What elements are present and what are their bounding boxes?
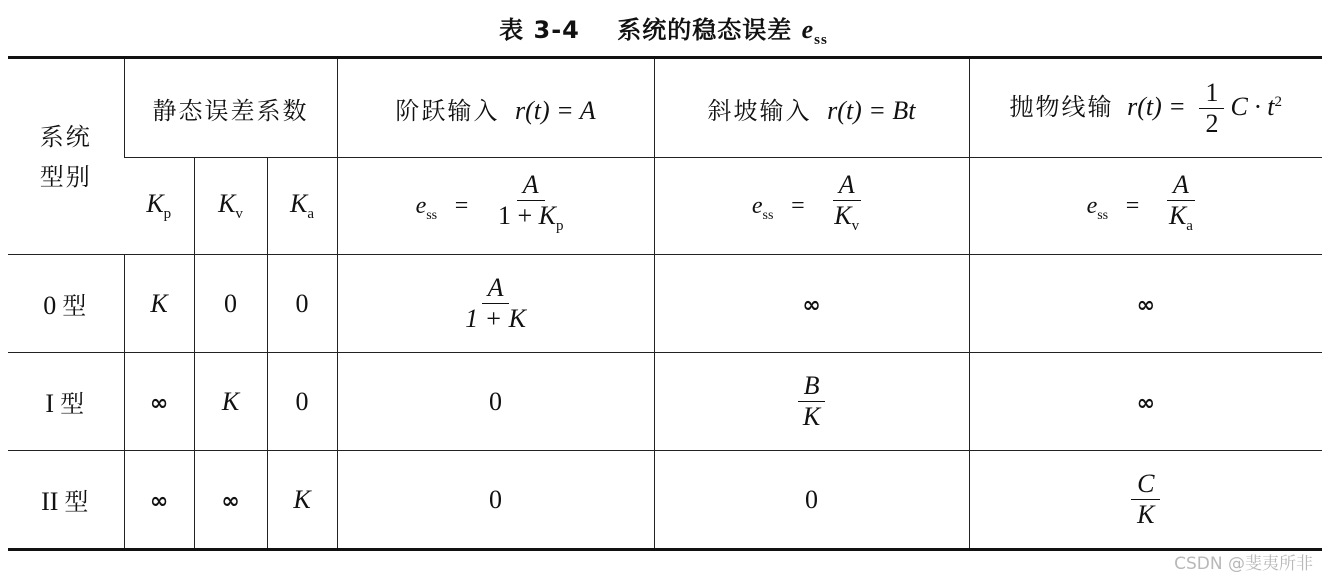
step-error-cell: 0 <box>337 353 654 451</box>
system-type-header-label: 系统型别 <box>39 122 92 191</box>
ramp-error-cell: 0 <box>654 451 969 550</box>
step-error-cell: 0 <box>337 451 654 550</box>
parabolic-error-cell: ∞ <box>969 353 1322 451</box>
table-caption <box>0 10 1327 49</box>
parabolic-error-cell: ∞ <box>969 255 1322 353</box>
system-type-cell: I 型 <box>8 353 124 451</box>
system-type-header <box>8 58 124 255</box>
ka-cell: 0 <box>267 255 337 353</box>
step-error-cell: $\frac{A}{1 + K}$ <box>337 255 654 353</box>
ramp-error-cell: $\frac{B}{K}$ <box>654 353 969 451</box>
table-number: 表 3-4 <box>499 16 580 44</box>
parabolic-input-header: 抛物线输 r(t) = $\frac{1}{2}$ $C \cdot t^2$ <box>969 58 1322 158</box>
kp-cell: ∞ <box>124 451 194 550</box>
kp-cell: K <box>124 255 194 353</box>
table-row <box>8 255 1322 353</box>
ramp-formula: $e_{ss}$ = $\frac{A}{K_v}$ <box>654 158 969 255</box>
kp-cell: ∞ <box>124 353 194 451</box>
static-error-coefficients-header: 静态误差系数 <box>124 58 337 158</box>
header-row-1 <box>8 58 1322 158</box>
system-type-cell: 0 型 <box>8 255 124 353</box>
steady-state-error-table <box>8 56 1322 551</box>
coef-ka-header: $K_a$ <box>267 158 337 255</box>
system-type-cell: II 型 <box>8 451 124 550</box>
header-row-2 <box>8 158 1322 255</box>
table-row <box>8 451 1322 550</box>
coef-kp-header: $K_p$ <box>124 158 194 255</box>
ka-cell: 0 <box>267 353 337 451</box>
ka-cell: K <box>267 451 337 550</box>
ramp-error-cell: ∞ <box>654 255 969 353</box>
kv-cell: 0 <box>194 255 267 353</box>
step-input-header: 阶跃输入 r(t) = A <box>337 58 654 158</box>
parabolic-formula: $e_{ss}$ = $\frac{A}{K_a}$ <box>969 158 1322 255</box>
table-title: 系统的稳态误差 <box>617 16 793 44</box>
step-formula: $e_{ss}$ = $\frac{A}{1 + K_p}$ <box>337 158 654 255</box>
coef-kv-header: $K_v$ <box>194 158 267 255</box>
parabolic-half-fraction: $\frac{1}{2}$ <box>1199 78 1224 139</box>
kv-cell: K <box>194 353 267 451</box>
kv-cell: ∞ <box>194 451 267 550</box>
caption-symbol: $e_{ss}$ <box>801 15 828 49</box>
watermark: CSDN @斐夷所非 <box>1174 554 1313 574</box>
parabolic-error-cell: $\frac{C}{K}$ <box>969 451 1322 550</box>
ramp-input-header: 斜坡输入 r(t) = Bt <box>654 58 969 158</box>
table-row <box>8 353 1322 451</box>
